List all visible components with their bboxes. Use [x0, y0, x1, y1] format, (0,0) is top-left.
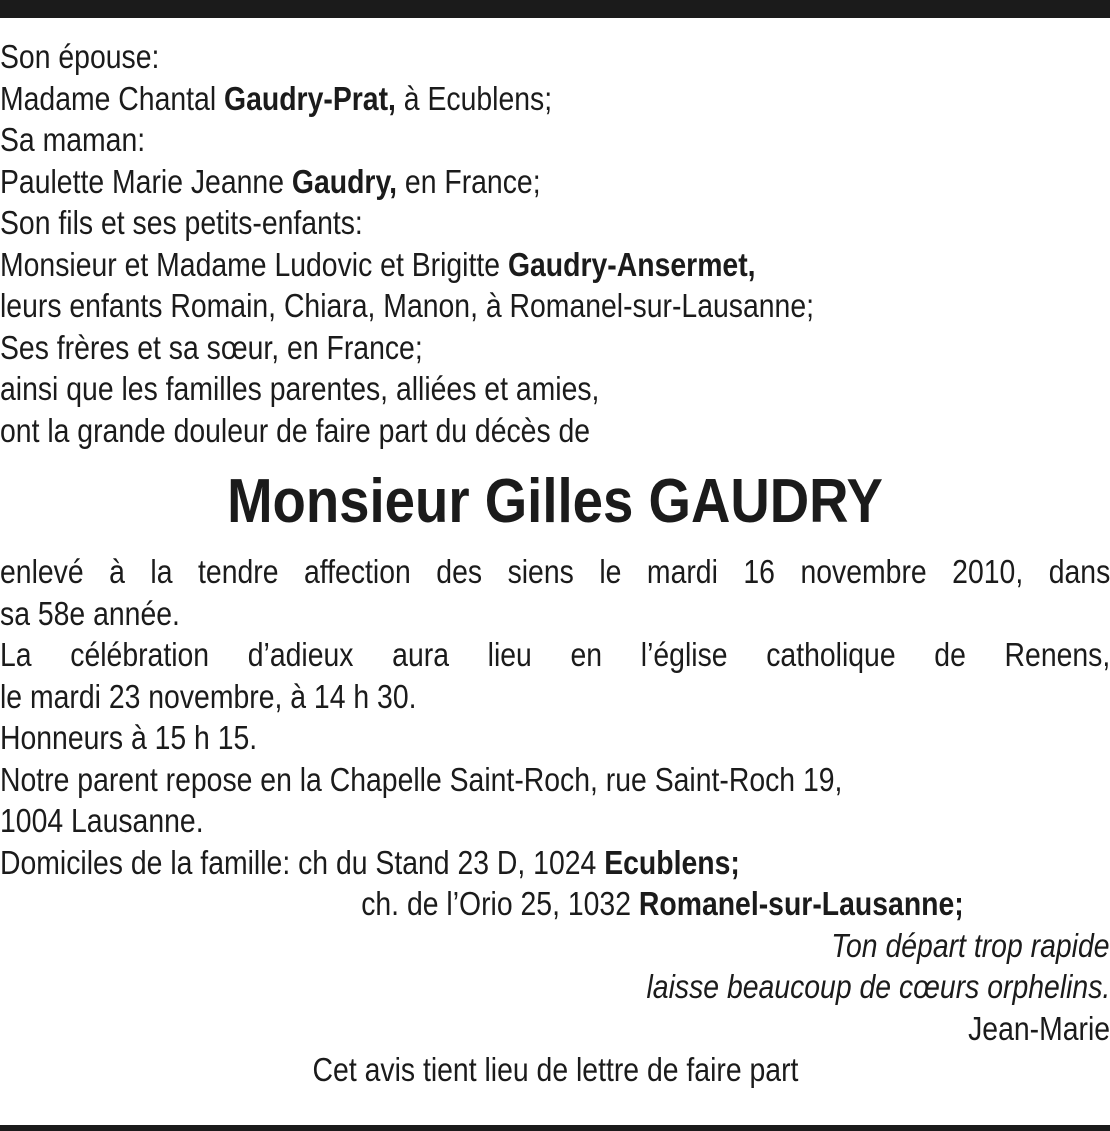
- address-bold: Romanel-sur-Lausanne;: [638, 885, 964, 922]
- text-line: Paulette Marie Jeanne Gaudry, en France;: [0, 162, 541, 200]
- text-line: Madame Chantal Gaudry-Prat, à Ecublens;: [0, 79, 553, 117]
- text-line: 1004 Lausanne.: [0, 802, 204, 839]
- text-line: Honneurs à 15 h 15.: [0, 719, 258, 756]
- text-line: La célébration d’adieux aura lieu en l’église catholique de Renens,: [0, 636, 1110, 673]
- text-line: le mardi 23 novembre, à 14 h 30.: [0, 677, 417, 715]
- quote-author: Jean-Marie: [968, 1009, 1110, 1047]
- text-line: Son épouse:: [0, 38, 160, 75]
- text-line: sa 58e année.: [0, 594, 180, 632]
- quote-line: Ton départ trop rapide: [831, 926, 1110, 964]
- text-line: Notre parent repose en la Chapelle Saint-Roch, rue Saint-Roch 19,: [0, 760, 843, 798]
- deceased-name: Monsieur Gilles GAUDRY: [227, 467, 883, 536]
- text-line: Son fils et ses petits-enfants:: [0, 204, 363, 241]
- text-line: ont la grande douleur de faire part du décès de: [0, 411, 591, 449]
- quote-line: laisse beaucoup de cœurs orphelins.: [646, 968, 1110, 1005]
- text-line: Sa maman:: [0, 121, 146, 158]
- name-bold: Gaudry-Ansermet,: [507, 245, 756, 283]
- bottom-rule: [0, 1125, 1110, 1131]
- top-rule: [0, 0, 1110, 18]
- text-line: enlevé à la tendre affection des siens le mardi 16 novembre 2010, dans: [0, 553, 1110, 590]
- name-bold: Gaudry-Prat,: [224, 79, 396, 117]
- text-line: ch. de l’Orio 25, 1032 Romanel-sur-Lausanne;: [361, 885, 964, 922]
- address-bold: Ecublens;: [604, 843, 740, 881]
- footer-note: Cet avis tient lieu de lettre de faire part: [312, 1051, 798, 1088]
- text-line: leurs enfants Romain, Chiara, Manon, à Romanel-sur-Lausanne;: [0, 287, 814, 324]
- text-line: Monsieur et Madame Ludovic et Brigitte Gaudry-Ansermet,: [0, 245, 756, 283]
- name-bold: Gaudry,: [291, 162, 398, 200]
- text-line: Domiciles de la famille: ch du Stand 23 D, 1024 Ecublens;: [0, 843, 740, 881]
- text-line: Ses frères et sa sœur, en France;: [0, 328, 423, 366]
- death-notice: [0, 36, 1110, 1091]
- text-line: ainsi que les familles parentes, alliées et amies,: [0, 370, 600, 407]
